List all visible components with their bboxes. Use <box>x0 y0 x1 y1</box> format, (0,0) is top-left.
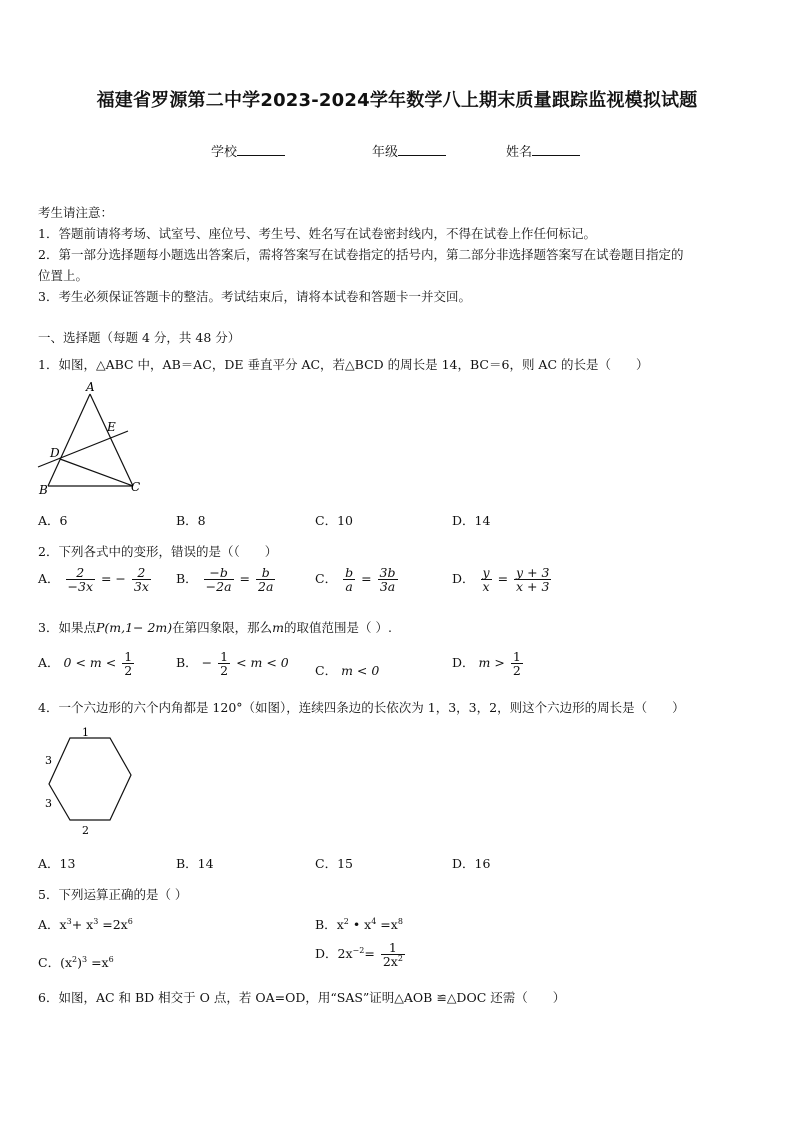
q5-a-label: A． <box>38 917 60 932</box>
q5-option-d <box>315 941 407 968</box>
q3-option-a <box>38 650 136 677</box>
grade-label: 年级 <box>372 145 399 160</box>
q5-c-label: C． <box>38 955 61 970</box>
q5-c-p0: (x <box>60 955 73 970</box>
q2-d-frac2 <box>514 566 551 593</box>
grade-blank <box>398 143 446 156</box>
q3-a-pre: 0 < m < <box>63 655 117 671</box>
q2-b-frac1 <box>204 566 234 593</box>
q3-b-n: 1 <box>220 649 229 664</box>
notice-item-2-cont: 位置上。 <box>38 268 89 283</box>
q5-a-p1: 3 <box>66 917 72 926</box>
notice-item-1: 1．答题前请将考场、试室号、座位号、考生号、姓名写在试卷密封线内，不得在试卷上作任何标记。 <box>38 226 596 241</box>
school-label: 学校 <box>211 145 238 160</box>
q5-c-p4: =x <box>87 955 109 970</box>
q1-label-d: D <box>50 446 60 460</box>
q3-stem-pre: 3．如果点 <box>38 620 96 635</box>
q2-option-c <box>315 566 400 593</box>
q3-d-d: 2 <box>512 663 521 679</box>
q1-label-a: A <box>86 380 95 394</box>
q2-c-frac2 <box>378 566 398 593</box>
q3-c-text: m < 0 <box>341 663 380 678</box>
notice-heading: 考生请注意： <box>38 205 114 220</box>
q2-c-frac1 <box>343 566 355 593</box>
q5-option-a <box>38 915 133 933</box>
q5-c-p3: 3 <box>82 955 88 964</box>
q3-d-pre: m > <box>478 655 505 671</box>
q1-label-b: B <box>39 483 48 497</box>
q2-a-frac1 <box>66 566 95 593</box>
q2-c-n1: b <box>345 565 354 580</box>
q5-b-p4: =x <box>376 917 398 932</box>
q2-stem: 2．下列各式中的变形，错误的是（（ ） <box>38 544 278 559</box>
q2-d-frac1 <box>481 566 492 593</box>
q2-a-d1: −3x <box>67 579 93 595</box>
q5-d-dexp: 2 <box>397 954 403 964</box>
q2-d-label: D． <box>452 571 475 587</box>
q2-a-frac2 <box>132 566 151 593</box>
q5-a-p2: + x <box>71 917 94 932</box>
q3-b-frac <box>218 650 230 677</box>
q1-label-e: E <box>107 420 116 434</box>
q2-b-n2: b <box>256 566 275 580</box>
notice-item-3: 3．考生必须保证答题卡的整洁。考试结束后，请将本试卷和答题卡一并交回。 <box>38 289 471 304</box>
q2-b-n1: −b <box>204 566 234 580</box>
q2-d-op: = <box>497 571 509 587</box>
q2-b-frac2 <box>256 566 275 593</box>
q5-option-b <box>315 915 403 933</box>
q2-a-n2: 2 <box>132 566 151 580</box>
q3-stem <box>38 618 392 636</box>
q3-point: P(m,1− 2m) <box>95 620 173 635</box>
q5-b-p1: 2 <box>343 917 349 926</box>
q2-c-label: C． <box>315 571 338 587</box>
q3-option-d <box>452 650 525 677</box>
q5-b-label: B． <box>315 917 337 932</box>
q4-option-d: D．16 <box>452 856 491 871</box>
q2-c-op: = <box>361 571 372 587</box>
q3-a-frac <box>122 650 134 677</box>
q5-b-p5: 8 <box>397 917 403 926</box>
q1-option-d: D．14 <box>452 513 491 528</box>
q5-d-eq: = <box>364 946 375 962</box>
q2-c-d1: a <box>345 579 353 595</box>
q2-option-a <box>38 566 153 593</box>
q2-c-d2: 3a <box>379 579 396 595</box>
q2-a-n1: 2 <box>66 566 95 580</box>
name-blank <box>532 143 580 156</box>
q5-d-d: 2x <box>382 954 398 970</box>
q3-stem-post: 在第四象限，那么 <box>172 620 273 635</box>
q5-d-n: 1 <box>381 941 405 955</box>
q5-d-exp: −2 <box>352 946 365 956</box>
q3-a-n: 1 <box>124 649 133 664</box>
q3-a-d: 2 <box>124 663 133 679</box>
q1-triangle-figure <box>36 380 146 498</box>
q3-var: m <box>272 620 285 635</box>
grade-field <box>372 141 446 160</box>
q2-b-label: B． <box>176 571 198 587</box>
q2-b-d1: −2a <box>205 579 232 595</box>
name-label: 姓名 <box>506 145 533 160</box>
q2-d-n1: y <box>482 565 490 580</box>
q1-option-b: B．8 <box>176 513 206 528</box>
q2-b-d2: 2a <box>258 579 274 595</box>
q4-label-3b: 3 <box>45 797 52 810</box>
q5-b-p3: 4 <box>371 917 377 926</box>
q3-b-label: B． <box>176 655 198 671</box>
q5-option-c <box>38 953 114 971</box>
q3-a-label: A． <box>38 655 60 671</box>
q5-b-p0: x <box>336 917 344 932</box>
school-field <box>211 141 285 160</box>
q4-option-b: B．14 <box>176 856 214 871</box>
q2-d-n2: y + 3 <box>516 565 550 580</box>
q4-stem: 4．一个六边形的六个内角都是 120°（如图），连续四条边的长依次为 1，3，3，2，则这个六边形的周长是（ ） <box>38 700 685 715</box>
page-title: 福建省罗源第二中学2023-2024学年数学八上期末质量跟踪监视模拟试题 <box>96 90 698 111</box>
q4-label-2: 2 <box>82 824 89 837</box>
q4-label-3a: 3 <box>45 754 52 767</box>
q5-c-p1: 2 <box>72 955 78 964</box>
q1-option-a: A．6 <box>38 513 68 528</box>
q3-b-post: < m < 0 <box>236 655 289 671</box>
q5-a-p3: 3 <box>93 917 99 926</box>
school-blank <box>237 143 285 156</box>
q3-b-pre: − <box>201 655 213 671</box>
q2-c-n2: 3b <box>379 565 396 580</box>
q3-d-n: 1 <box>512 649 521 664</box>
q6-stem: 6．如图，AC 和 BD 相交于 O 点，若 OA=OD，用“SAS”证明△AOB ≌△DOC 还需（ ） <box>38 990 566 1005</box>
q4-option-a: A．13 <box>38 856 76 871</box>
q2-option-d <box>452 566 553 593</box>
q3-b-d: 2 <box>220 663 229 679</box>
q2-b-op: = <box>239 571 251 587</box>
q3-d-label: D． <box>452 655 475 671</box>
q3-c-label: C． <box>315 663 338 678</box>
q2-a-d2: 3x <box>133 579 149 595</box>
q5-b-p2: • x <box>348 917 372 932</box>
q3-option-c <box>315 661 379 679</box>
q1-label-c: C <box>131 480 141 494</box>
q5-a-p0: x <box>59 917 67 932</box>
q4-label-1: 1 <box>82 726 89 739</box>
q5-d-frac <box>381 941 405 968</box>
q5-d-label: D． <box>315 946 338 962</box>
q5-c-p5: 6 <box>108 955 114 964</box>
q3-stem-end: 的取值范围是（ ）. <box>284 620 392 635</box>
q1-stem: 1．如图，△ABC 中，AB＝AC，DE 垂直平分 AC，若△BCD 的周长是 14，BC＝6，则 AC 的长是（ ） <box>38 357 649 372</box>
q3-d-frac <box>511 650 523 677</box>
q5-a-p4: =2x <box>98 917 128 932</box>
notice-item-2: 2．第一部分选择题每小题选出答案后，需将答案写在试卷指定的括号内，第二部分非选择题答案写在试卷题目指定的 <box>38 247 684 262</box>
q5-c-p2: ) <box>77 955 82 970</box>
q3-option-b <box>176 650 289 677</box>
q2-d-d1: x <box>482 579 490 595</box>
q4-hexagon-figure <box>38 724 134 840</box>
q4-option-c: C．15 <box>315 856 353 871</box>
q5-d-pre: 2x <box>337 946 353 962</box>
section-heading: 一、选择题（每题 4 分，共 48 分） <box>38 330 241 345</box>
q2-d-d2: x + 3 <box>516 579 550 595</box>
q5-stem: 5．下列运算正确的是（ ） <box>38 887 188 902</box>
name-field <box>506 141 580 160</box>
q2-a-op: = − <box>100 571 126 587</box>
q2-a-label: A． <box>38 571 60 587</box>
q5-a-p5: 6 <box>127 917 133 926</box>
q1-option-c: C．10 <box>315 513 353 528</box>
q2-option-b <box>176 566 277 593</box>
